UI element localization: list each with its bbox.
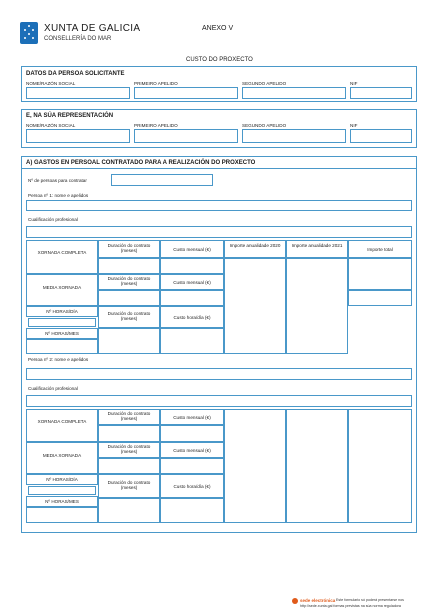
total-input[interactable] — [348, 409, 412, 523]
total-input[interactable] — [348, 258, 412, 290]
person1-qualification-field[interactable] — [26, 226, 412, 238]
num-persons-label: Nº de persoas para contratar — [28, 178, 87, 183]
applicant-name-field[interactable] — [26, 87, 130, 99]
contract-duration-label: Duración do contrato (meses) — [107, 311, 151, 321]
annual-2021-label: Importe anualidade 2021 — [291, 243, 343, 248]
daily-cost-label: Custo hora/día (€) — [173, 484, 211, 489]
daily-cost-header — [160, 474, 224, 498]
full-time-label: XORNADA COMPLETA — [37, 419, 87, 424]
full-time-row — [26, 409, 98, 442]
hourly-duration-header — [98, 474, 160, 498]
representative-surname2-label: SEGUNDO APELIDO — [242, 123, 287, 128]
full-time-row — [26, 240, 98, 274]
half-time-label: MEDIA XORNADA — [42, 285, 82, 290]
logo-star-icon — [28, 33, 30, 35]
contract-duration-label: Duración do contrato (meses) — [107, 411, 151, 421]
person1-name-field[interactable] — [26, 200, 412, 211]
half-time-duration-input[interactable] — [98, 458, 160, 474]
half-time-row — [26, 442, 98, 474]
hourly-duration-input[interactable] — [98, 328, 160, 354]
applicant-nif-label: NIF — [350, 81, 358, 86]
daily-cost-input[interactable] — [160, 328, 224, 354]
daily-cost-input[interactable] — [160, 498, 224, 523]
full-time-monthly-cost-input[interactable] — [160, 425, 224, 442]
hours-month-label: Nº HORAS/MES — [45, 331, 79, 336]
person2-qualification-label: Cualificación profesional — [28, 386, 78, 391]
half-time-row — [26, 274, 98, 306]
annual-2021-header — [286, 240, 348, 258]
hours-day-label: Nº HORAS/DÍA — [46, 309, 78, 314]
org-name: XUNTA DE GALICIA — [44, 23, 141, 34]
daily-cost-label: Custo hora/día (€) — [173, 315, 211, 320]
hours-day-row — [26, 306, 98, 317]
hours-day-input[interactable] — [28, 486, 96, 495]
half-time-monthly-header — [160, 442, 224, 458]
logo-star-icon — [24, 29, 26, 31]
footer-note-url: http://sede.xunta.gal formas previstas na súa norma reguladora — [300, 604, 401, 608]
xunta-logo — [20, 22, 38, 44]
hourly-duration-input[interactable] — [98, 498, 160, 523]
monthly-cost-label: Custo mensual (€) — [173, 280, 211, 285]
contract-duration-label: Duración do contrato (meses) — [107, 444, 151, 454]
logo-star-icon — [28, 25, 30, 27]
person1-qualification-label: Cualificación profesional — [28, 217, 78, 222]
applicant-surname2-field[interactable] — [242, 87, 346, 99]
contract-duration-label: Duración do contrato (meses) — [107, 480, 151, 490]
applicant-title: DATOS DA PERSOA SOLICITANTE — [26, 71, 125, 77]
hours-month-input[interactable] — [26, 339, 98, 354]
half-time-monthly-header — [160, 274, 224, 290]
total-input-half[interactable] — [348, 290, 412, 306]
half-time-duration-header — [98, 274, 160, 290]
applicant-surname1-field[interactable] — [134, 87, 238, 99]
total-label: Importe total — [367, 247, 393, 252]
representative-name-label: NOME/RAZÓN SOCIAL — [26, 123, 76, 128]
hours-day-label: Nº HORAS/DÍA — [46, 477, 78, 482]
representative-surname2-field[interactable] — [242, 129, 346, 143]
contract-duration-label: Duración do contrato (meses) — [107, 276, 151, 286]
applicant-surname1-label: PRIMEIRO APELIDO — [134, 81, 178, 86]
hours-month-row — [26, 328, 98, 339]
representative-name-field[interactable] — [26, 129, 130, 143]
annual-2020-label: Importe anualidade 2020 — [229, 243, 281, 248]
monthly-cost-label: Custo mensual (€) — [173, 247, 211, 252]
person2-name-field[interactable] — [26, 368, 412, 380]
duration-header — [98, 240, 160, 258]
representative-surname1-label: PRIMEIRO APELIDO — [134, 123, 178, 128]
sede-logo-icon — [292, 598, 298, 604]
org-department: CONSELLERÍA DO MAR — [44, 36, 112, 42]
hours-month-input[interactable] — [26, 507, 98, 523]
applicant-nif-field[interactable] — [350, 87, 412, 99]
footer-note: Este formulario só poderá presentarse nos — [336, 598, 404, 602]
monthly-cost-header — [160, 240, 224, 258]
half-time-duration-header — [98, 442, 160, 458]
footer-brand: sede electrónica — [300, 598, 336, 603]
person1-name-label: Persoa nº 1: nome e apelidos — [28, 193, 89, 198]
person2-name-label: Persoa nº 2: nome e apelidos — [28, 357, 89, 362]
hourly-duration-header — [98, 306, 160, 328]
person2-qualification-field[interactable] — [26, 395, 412, 407]
applicant-name-label: NOME/RAZÓN SOCIAL — [26, 81, 76, 86]
num-persons-field[interactable] — [111, 174, 213, 186]
annual-2021-input[interactable] — [286, 409, 348, 523]
logo-star-icon — [32, 29, 34, 31]
representative-nif-field[interactable] — [350, 129, 412, 143]
page-title: CUSTO DO PROXECTO — [186, 57, 253, 63]
duration-header — [98, 409, 160, 425]
monthly-cost-label: Custo mensual (€) — [173, 415, 211, 420]
logo-star-icon — [24, 37, 26, 39]
representative-surname1-field[interactable] — [134, 129, 238, 143]
annex-label: ANEXO V — [202, 25, 234, 32]
representative-title: E, NA SÚA REPRESENTACIÓN — [26, 113, 114, 119]
hours-day-input[interactable] — [28, 318, 96, 327]
annual-2020-input[interactable] — [224, 409, 286, 523]
applicant-surname2-label: SEGUNDO APELIDO — [242, 81, 287, 86]
monthly-cost-header — [160, 409, 224, 425]
monthly-cost-label: Custo mensual (€) — [173, 448, 211, 453]
section-divider — [21, 168, 417, 169]
half-time-monthly-cost-input[interactable] — [160, 458, 224, 474]
daily-cost-header — [160, 306, 224, 328]
representative-nif-label: NIF — [350, 123, 358, 128]
full-time-duration-input[interactable] — [98, 258, 160, 274]
hours-month-row — [26, 496, 98, 507]
half-time-monthly-cost-input[interactable] — [160, 290, 224, 306]
contract-duration-label: Duración do contrato (meses) — [107, 243, 151, 253]
annual-2020-input[interactable] — [224, 258, 286, 354]
total-header — [348, 240, 412, 258]
half-time-duration-input[interactable] — [98, 290, 160, 306]
annual-2020-header — [224, 240, 286, 258]
staff-costs-title: A) GASTOS EN PERSOAL CONTRATADO PARA A REALIZACIÓN DO PROXECTO — [26, 160, 256, 166]
hours-month-label: Nº HORAS/MES — [45, 499, 79, 504]
half-time-label: MEDIA XORNADA — [42, 453, 82, 458]
full-time-monthly-cost-input[interactable] — [160, 258, 224, 274]
full-time-duration-input[interactable] — [98, 425, 160, 442]
annual-2021-input[interactable] — [286, 258, 348, 354]
full-time-label: XORNADA COMPLETA — [37, 250, 87, 255]
hours-day-row — [26, 474, 98, 485]
logo-star-icon — [32, 37, 34, 39]
